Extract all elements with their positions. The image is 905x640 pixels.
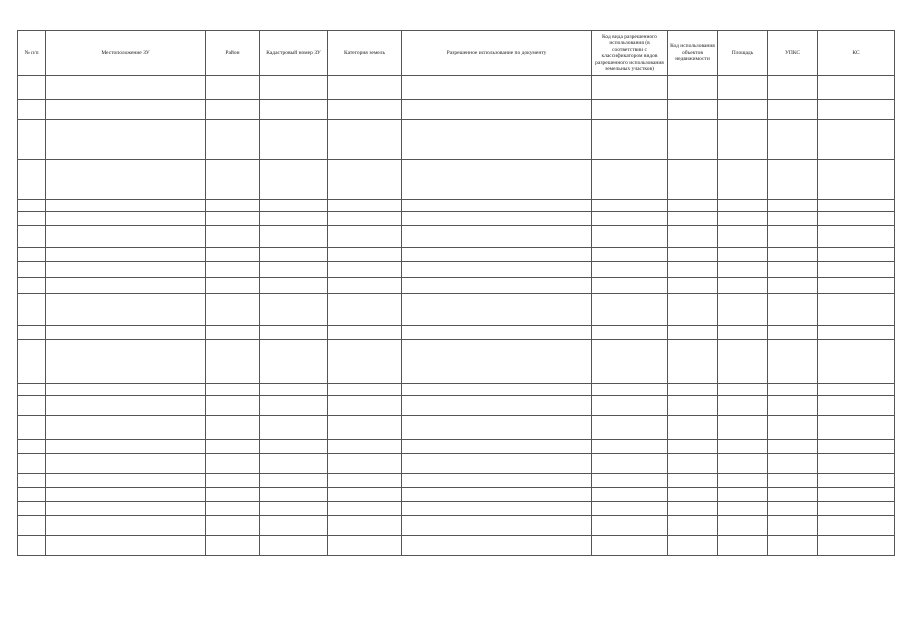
cell-district bbox=[206, 76, 260, 100]
table-row bbox=[18, 440, 895, 454]
cell-permitted-use bbox=[402, 440, 592, 454]
cell-usage-code bbox=[668, 278, 718, 294]
cell-usage-code bbox=[668, 294, 718, 326]
cell-ks bbox=[818, 474, 895, 488]
cell-district bbox=[206, 474, 260, 488]
cell-cadastral-number bbox=[260, 226, 328, 248]
cell-upks bbox=[768, 326, 818, 340]
cell-permitted-use-code bbox=[592, 226, 668, 248]
table-row bbox=[18, 278, 895, 294]
cell-permitted-use-code bbox=[592, 160, 668, 200]
cell-permitted-use bbox=[402, 294, 592, 326]
cell-district bbox=[206, 326, 260, 340]
col-header-upks: УПКС bbox=[768, 31, 818, 76]
cell-permitted-use bbox=[402, 454, 592, 474]
cell-location bbox=[46, 294, 206, 326]
cell-location bbox=[46, 516, 206, 536]
cell-upks bbox=[768, 488, 818, 502]
cell-ks bbox=[818, 416, 895, 440]
cell-cadastral-number bbox=[260, 340, 328, 384]
cell-usage-code bbox=[668, 248, 718, 262]
cell-permitted-use-code bbox=[592, 248, 668, 262]
cell-land-category bbox=[328, 416, 402, 440]
cell-number bbox=[18, 474, 46, 488]
cell-location bbox=[46, 440, 206, 454]
cell-ks bbox=[818, 248, 895, 262]
cell-upks bbox=[768, 384, 818, 396]
cell-number bbox=[18, 212, 46, 226]
cell-cadastral-number bbox=[260, 516, 328, 536]
cell-permitted-use bbox=[402, 160, 592, 200]
cell-usage-code bbox=[668, 340, 718, 384]
cell-permitted-use bbox=[402, 474, 592, 488]
cell-land-category bbox=[328, 248, 402, 262]
cell-upks bbox=[768, 340, 818, 384]
cell-cadastral-number bbox=[260, 396, 328, 416]
cell-permitted-use-code bbox=[592, 384, 668, 396]
cell-upks bbox=[768, 474, 818, 488]
cell-district bbox=[206, 262, 260, 278]
table-header-row bbox=[18, 31, 895, 76]
cell-land-category bbox=[328, 474, 402, 488]
cell-land-category bbox=[328, 160, 402, 200]
cell-cadastral-number bbox=[260, 248, 328, 262]
col-header-district: Район bbox=[206, 31, 260, 76]
cell-upks bbox=[768, 160, 818, 200]
cell-location bbox=[46, 454, 206, 474]
cell-permitted-use bbox=[402, 76, 592, 100]
cell-district bbox=[206, 100, 260, 120]
cell-district bbox=[206, 212, 260, 226]
cell-permitted-use bbox=[402, 340, 592, 384]
cell-location bbox=[46, 502, 206, 516]
cell-permitted-use-code bbox=[592, 278, 668, 294]
cell-cadastral-number bbox=[260, 100, 328, 120]
cell-location bbox=[46, 416, 206, 440]
cell-area bbox=[718, 488, 768, 502]
cell-number bbox=[18, 278, 46, 294]
cell-upks bbox=[768, 226, 818, 248]
table-row bbox=[18, 76, 895, 100]
cell-usage-code bbox=[668, 384, 718, 396]
cell-usage-code bbox=[668, 226, 718, 248]
cell-location bbox=[46, 474, 206, 488]
cell-usage-code bbox=[668, 440, 718, 454]
table-row bbox=[18, 100, 895, 120]
land-registry-table bbox=[17, 30, 895, 556]
cell-area bbox=[718, 212, 768, 226]
col-header-location: Местоположение ЗУ bbox=[46, 31, 206, 76]
cell-area bbox=[718, 326, 768, 340]
cell-location bbox=[46, 120, 206, 160]
cell-ks bbox=[818, 516, 895, 536]
cell-land-category bbox=[328, 278, 402, 294]
cell-number bbox=[18, 488, 46, 502]
cell-area bbox=[718, 340, 768, 384]
cell-district bbox=[206, 120, 260, 160]
cell-location bbox=[46, 340, 206, 384]
cell-permitted-use-code bbox=[592, 340, 668, 384]
cell-land-category bbox=[328, 536, 402, 556]
cell-district bbox=[206, 516, 260, 536]
cell-upks bbox=[768, 454, 818, 474]
cell-upks bbox=[768, 536, 818, 556]
table-row bbox=[18, 516, 895, 536]
table-row bbox=[18, 248, 895, 262]
cell-number bbox=[18, 226, 46, 248]
table-row bbox=[18, 474, 895, 488]
cell-permitted-use bbox=[402, 516, 592, 536]
cell-permitted-use-code bbox=[592, 100, 668, 120]
cell-cadastral-number bbox=[260, 502, 328, 516]
table-row bbox=[18, 200, 895, 212]
cell-ks bbox=[818, 396, 895, 416]
cell-land-category bbox=[328, 326, 402, 340]
col-header-permitted-use-code: Код вида разрешенного использования (в соответствии с классификатором видов разрешенного использования земельных участков) bbox=[592, 31, 668, 76]
cell-usage-code bbox=[668, 488, 718, 502]
cell-permitted-use-code bbox=[592, 440, 668, 454]
cell-location bbox=[46, 278, 206, 294]
cell-area bbox=[718, 454, 768, 474]
cell-land-category bbox=[328, 120, 402, 160]
cell-land-category bbox=[328, 200, 402, 212]
cell-ks bbox=[818, 502, 895, 516]
cell-permitted-use-code bbox=[592, 326, 668, 340]
cell-cadastral-number bbox=[260, 384, 328, 396]
table-body bbox=[18, 76, 895, 556]
registry-sheet bbox=[17, 30, 894, 556]
cell-ks bbox=[818, 294, 895, 326]
cell-number bbox=[18, 262, 46, 278]
cell-district bbox=[206, 340, 260, 384]
cell-district bbox=[206, 294, 260, 326]
cell-location bbox=[46, 262, 206, 278]
cell-number bbox=[18, 340, 46, 384]
table-row bbox=[18, 326, 895, 340]
cell-ks bbox=[818, 200, 895, 212]
cell-upks bbox=[768, 212, 818, 226]
cell-permitted-use bbox=[402, 416, 592, 440]
cell-cadastral-number bbox=[260, 488, 328, 502]
cell-number bbox=[18, 516, 46, 536]
cell-number bbox=[18, 294, 46, 326]
cell-ks bbox=[818, 262, 895, 278]
cell-usage-code bbox=[668, 396, 718, 416]
cell-number bbox=[18, 248, 46, 262]
cell-cadastral-number bbox=[260, 200, 328, 212]
cell-number bbox=[18, 384, 46, 396]
cell-location bbox=[46, 160, 206, 200]
cell-location bbox=[46, 200, 206, 212]
cell-area bbox=[718, 516, 768, 536]
cell-area bbox=[718, 416, 768, 440]
cell-permitted-use bbox=[402, 502, 592, 516]
cell-usage-code bbox=[668, 262, 718, 278]
cell-area bbox=[718, 294, 768, 326]
cell-permitted-use bbox=[402, 226, 592, 248]
cell-district bbox=[206, 416, 260, 440]
cell-ks bbox=[818, 340, 895, 384]
cell-location bbox=[46, 100, 206, 120]
cell-usage-code bbox=[668, 326, 718, 340]
col-header-ks: КС bbox=[818, 31, 895, 76]
cell-upks bbox=[768, 294, 818, 326]
cell-district bbox=[206, 536, 260, 556]
cell-number bbox=[18, 100, 46, 120]
cell-permitted-use bbox=[402, 200, 592, 212]
cell-number bbox=[18, 536, 46, 556]
cell-number bbox=[18, 454, 46, 474]
cell-land-category bbox=[328, 262, 402, 278]
cell-permitted-use bbox=[402, 536, 592, 556]
cell-permitted-use bbox=[402, 278, 592, 294]
table-row bbox=[18, 488, 895, 502]
cell-district bbox=[206, 502, 260, 516]
table-row bbox=[18, 454, 895, 474]
cell-upks bbox=[768, 76, 818, 100]
cell-district bbox=[206, 454, 260, 474]
cell-land-category bbox=[328, 100, 402, 120]
cell-usage-code bbox=[668, 516, 718, 536]
cell-location bbox=[46, 488, 206, 502]
cell-cadastral-number bbox=[260, 454, 328, 474]
cell-permitted-use bbox=[402, 488, 592, 502]
cell-land-category bbox=[328, 340, 402, 384]
cell-ks bbox=[818, 226, 895, 248]
cell-ks bbox=[818, 440, 895, 454]
cell-land-category bbox=[328, 454, 402, 474]
cell-ks bbox=[818, 120, 895, 160]
cell-permitted-use-code bbox=[592, 120, 668, 160]
cell-upks bbox=[768, 440, 818, 454]
cell-ks bbox=[818, 212, 895, 226]
cell-area bbox=[718, 384, 768, 396]
cell-permitted-use bbox=[402, 120, 592, 160]
cell-ks bbox=[818, 100, 895, 120]
cell-land-category bbox=[328, 396, 402, 416]
cell-ks bbox=[818, 488, 895, 502]
cell-number bbox=[18, 200, 46, 212]
table-row bbox=[18, 416, 895, 440]
col-header-permitted-use: Разрешенное использование по документу bbox=[402, 31, 592, 76]
cell-upks bbox=[768, 416, 818, 440]
cell-area bbox=[718, 502, 768, 516]
cell-area bbox=[718, 536, 768, 556]
table-row bbox=[18, 502, 895, 516]
cell-permitted-use-code bbox=[592, 294, 668, 326]
table-row bbox=[18, 120, 895, 160]
cell-permitted-use-code bbox=[592, 474, 668, 488]
cell-land-category bbox=[328, 76, 402, 100]
cell-land-category bbox=[328, 226, 402, 248]
cell-area bbox=[718, 160, 768, 200]
cell-ks bbox=[818, 326, 895, 340]
cell-cadastral-number bbox=[260, 76, 328, 100]
cell-usage-code bbox=[668, 416, 718, 440]
table-row bbox=[18, 536, 895, 556]
cell-area bbox=[718, 200, 768, 212]
cell-cadastral-number bbox=[260, 278, 328, 294]
cell-usage-code bbox=[668, 120, 718, 160]
cell-number bbox=[18, 396, 46, 416]
cell-cadastral-number bbox=[260, 212, 328, 226]
cell-district bbox=[206, 200, 260, 212]
cell-ks bbox=[818, 160, 895, 200]
cell-upks bbox=[768, 248, 818, 262]
col-header-number: № п/п bbox=[18, 31, 46, 76]
cell-number bbox=[18, 502, 46, 516]
cell-cadastral-number bbox=[260, 326, 328, 340]
table-row bbox=[18, 340, 895, 384]
cell-cadastral-number bbox=[260, 536, 328, 556]
cell-cadastral-number bbox=[260, 416, 328, 440]
cell-permitted-use bbox=[402, 326, 592, 340]
cell-usage-code bbox=[668, 200, 718, 212]
cell-location bbox=[46, 76, 206, 100]
cell-location bbox=[46, 226, 206, 248]
cell-location bbox=[46, 396, 206, 416]
cell-usage-code bbox=[668, 160, 718, 200]
cell-permitted-use-code bbox=[592, 262, 668, 278]
cell-number bbox=[18, 120, 46, 160]
cell-usage-code bbox=[668, 474, 718, 488]
cell-location bbox=[46, 384, 206, 396]
cell-area bbox=[718, 440, 768, 454]
cell-upks bbox=[768, 200, 818, 212]
col-header-usage-code: Код использования объектов недвижимости bbox=[668, 31, 718, 76]
cell-upks bbox=[768, 396, 818, 416]
cell-cadastral-number bbox=[260, 294, 328, 326]
cell-area bbox=[718, 120, 768, 160]
cell-permitted-use bbox=[402, 212, 592, 226]
cell-ks bbox=[818, 536, 895, 556]
cell-permitted-use-code bbox=[592, 454, 668, 474]
cell-permitted-use bbox=[402, 262, 592, 278]
cell-land-category bbox=[328, 212, 402, 226]
cell-cadastral-number bbox=[260, 120, 328, 160]
cell-ks bbox=[818, 454, 895, 474]
cell-area bbox=[718, 100, 768, 120]
cell-upks bbox=[768, 278, 818, 294]
cell-cadastral-number bbox=[260, 474, 328, 488]
cell-ks bbox=[818, 278, 895, 294]
cell-number bbox=[18, 326, 46, 340]
cell-usage-code bbox=[668, 536, 718, 556]
cell-location bbox=[46, 212, 206, 226]
cell-permitted-use-code bbox=[592, 416, 668, 440]
cell-cadastral-number bbox=[260, 160, 328, 200]
cell-usage-code bbox=[668, 100, 718, 120]
cell-location bbox=[46, 326, 206, 340]
cell-district bbox=[206, 488, 260, 502]
cell-location bbox=[46, 536, 206, 556]
col-header-land-category: Категория земель bbox=[328, 31, 402, 76]
cell-area bbox=[718, 396, 768, 416]
col-header-area: Площадь bbox=[718, 31, 768, 76]
cell-land-category bbox=[328, 440, 402, 454]
cell-permitted-use bbox=[402, 396, 592, 416]
cell-number bbox=[18, 160, 46, 200]
cell-upks bbox=[768, 262, 818, 278]
cell-permitted-use bbox=[402, 248, 592, 262]
cell-ks bbox=[818, 384, 895, 396]
cell-location bbox=[46, 248, 206, 262]
table-row bbox=[18, 212, 895, 226]
cell-district bbox=[206, 440, 260, 454]
cell-land-category bbox=[328, 502, 402, 516]
cell-district bbox=[206, 278, 260, 294]
cell-permitted-use-code bbox=[592, 502, 668, 516]
cell-land-category bbox=[328, 516, 402, 536]
cell-upks bbox=[768, 120, 818, 160]
cell-permitted-use-code bbox=[592, 200, 668, 212]
table-row bbox=[18, 226, 895, 248]
cell-permitted-use-code bbox=[592, 516, 668, 536]
table-row bbox=[18, 160, 895, 200]
cell-ks bbox=[818, 76, 895, 100]
cell-area bbox=[718, 248, 768, 262]
table-row bbox=[18, 384, 895, 396]
table-row bbox=[18, 294, 895, 326]
cell-district bbox=[206, 248, 260, 262]
cell-land-category bbox=[328, 384, 402, 396]
cell-district bbox=[206, 396, 260, 416]
cell-permitted-use-code bbox=[592, 212, 668, 226]
cell-upks bbox=[768, 100, 818, 120]
cell-usage-code bbox=[668, 76, 718, 100]
cell-district bbox=[206, 160, 260, 200]
cell-cadastral-number bbox=[260, 440, 328, 454]
cell-land-category bbox=[328, 294, 402, 326]
cell-permitted-use bbox=[402, 384, 592, 396]
cell-cadastral-number bbox=[260, 262, 328, 278]
cell-number bbox=[18, 416, 46, 440]
cell-district bbox=[206, 226, 260, 248]
cell-area bbox=[718, 226, 768, 248]
cell-upks bbox=[768, 516, 818, 536]
cell-area bbox=[718, 76, 768, 100]
cell-number bbox=[18, 440, 46, 454]
cell-permitted-use-code bbox=[592, 536, 668, 556]
cell-area bbox=[718, 474, 768, 488]
cell-district bbox=[206, 384, 260, 396]
cell-usage-code bbox=[668, 454, 718, 474]
cell-usage-code bbox=[668, 212, 718, 226]
cell-permitted-use-code bbox=[592, 488, 668, 502]
cell-land-category bbox=[328, 488, 402, 502]
table-row bbox=[18, 262, 895, 278]
table-row bbox=[18, 396, 895, 416]
cell-area bbox=[718, 262, 768, 278]
cell-usage-code bbox=[668, 502, 718, 516]
cell-permitted-use-code bbox=[592, 76, 668, 100]
cell-number bbox=[18, 76, 46, 100]
cell-upks bbox=[768, 502, 818, 516]
cell-permitted-use bbox=[402, 100, 592, 120]
cell-permitted-use-code bbox=[592, 396, 668, 416]
col-header-cadastral-number: Кадастровый номер ЗУ bbox=[260, 31, 328, 76]
cell-area bbox=[718, 278, 768, 294]
